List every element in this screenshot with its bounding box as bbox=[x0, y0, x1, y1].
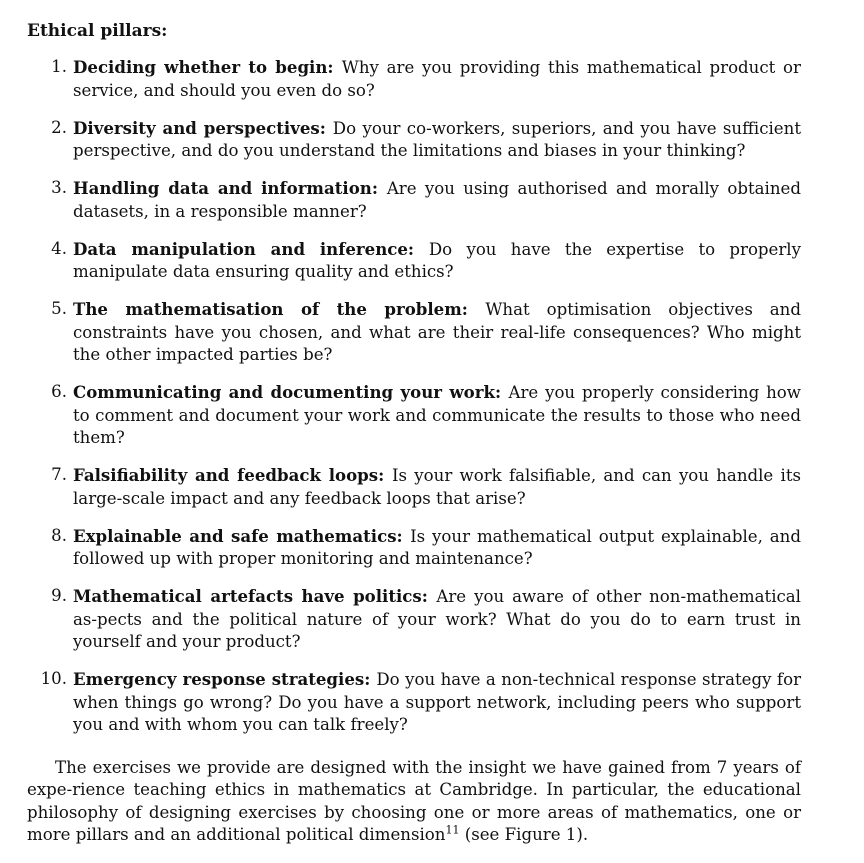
item-number: 7. bbox=[51, 465, 67, 484]
item-title: Handling data and information: bbox=[73, 178, 387, 198]
item-title: The mathematisation of the problem: bbox=[73, 299, 486, 319]
item-text: Why are you providing this mathematical product or service, and should you even do so? bbox=[73, 58, 801, 100]
item-number: 4. bbox=[51, 238, 67, 258]
paragraph-text: The exercises we provide are designed with the insight we have gained from 7 years of expe-rience teaching ethics in mathematics at Cambridge. In particular, the educational philosophy of designing exercises by choosing one or more areas of mathematics, one or more pillars and an additional political dimension bbox=[27, 757, 801, 844]
list-item bbox=[27, 117, 801, 163]
list-item bbox=[27, 177, 801, 223]
item-number: 6. bbox=[51, 382, 67, 401]
item-title: Deciding whether to begin: bbox=[73, 57, 342, 77]
document-page bbox=[27, 20, 801, 863]
item-title: Mathematical artefacts have politics: bbox=[73, 586, 437, 606]
item-text: Are you aware of other non-mathematical as-pects and the political nature of your work? What do you do to earn trust in yourself and your product? bbox=[73, 587, 801, 651]
ethical-pillars-list bbox=[27, 56, 801, 737]
list-item bbox=[27, 525, 801, 571]
paragraph-tail: (see Figure 1). bbox=[459, 825, 589, 844]
item-number: 3. bbox=[51, 178, 67, 197]
item-text: Do you have a non-technical response strategy for when things go wrong? Do you have a support network, including peers who support you and with whom you can talk freely? bbox=[73, 670, 802, 734]
item-text: Are you properly considering how to comment and document your work and communicate the results to those who need them? bbox=[73, 383, 801, 447]
item-number: 1. bbox=[51, 57, 67, 76]
item-number: 10. bbox=[40, 669, 67, 688]
item-title: Explainable and safe mathematics: bbox=[73, 525, 411, 546]
item-title: Communicating and documenting your work: bbox=[73, 382, 509, 402]
footnote-marker[interactable]: 11 bbox=[445, 823, 460, 837]
item-text: Do your co-workers, superiors, and you have sufficient perspective, and do you understand the limitations and biases in your thinking? bbox=[73, 118, 801, 160]
item-title: Emergency response strategies: bbox=[73, 669, 377, 689]
item-number: 5. bbox=[51, 299, 67, 318]
section-heading: Ethical pillars: bbox=[27, 21, 168, 41]
list-item bbox=[27, 668, 801, 737]
list-item bbox=[27, 298, 801, 367]
list-item bbox=[27, 238, 801, 284]
item-number: 8. bbox=[51, 525, 67, 545]
item-title: Diversity and perspectives: bbox=[73, 117, 333, 138]
item-text: Are you using authorised and morally obtained datasets, in a responsible manner? bbox=[73, 179, 801, 221]
list-item bbox=[27, 381, 801, 450]
list-item bbox=[27, 585, 801, 654]
item-text: What optimisation objectives and constraints have you chosen, and what are their real-life consequences? Who might the other impacted parties be? bbox=[73, 300, 801, 364]
item-number: 9. bbox=[51, 586, 67, 605]
item-text: Is your mathematical output explainable, and followed up with proper monitoring and maintenance? bbox=[73, 526, 801, 568]
item-title: Data manipulation and inference: bbox=[73, 238, 429, 259]
list-item bbox=[27, 56, 801, 102]
item-text: Is your work falsifiable, and can you handle its large-scale impact and any feedback loops that arise? bbox=[73, 466, 801, 508]
list-item bbox=[27, 464, 801, 510]
item-number: 2. bbox=[51, 117, 67, 137]
item-text: Do you have the expertise to properly manipulate data ensuring quality and ethics? bbox=[73, 239, 801, 281]
body-paragraph bbox=[27, 757, 801, 847]
item-title: Falsifiability and feedback loops: bbox=[73, 465, 392, 485]
